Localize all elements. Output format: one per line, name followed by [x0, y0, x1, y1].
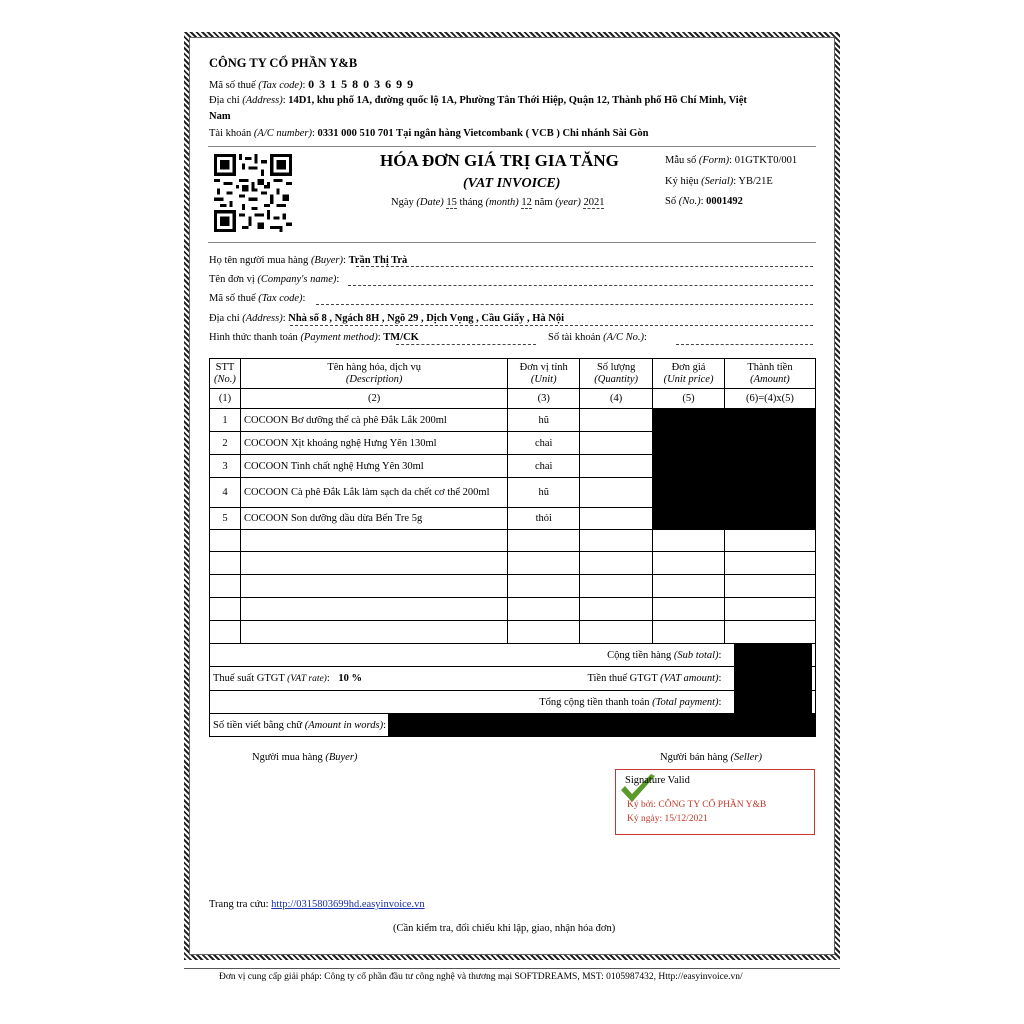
payment-label: Hình thức thanh toán	[209, 332, 298, 343]
words-label-en: (Amount in words)	[304, 719, 384, 731]
words-row	[210, 714, 816, 737]
month-label-en: (month)	[485, 197, 519, 208]
seller-address-row: Địa chỉ (Address): 14D1, khu phố 1A, đường quốc lộ 1A, Phường Tân Thới Hiệp, Quận 12, Thành phố Hồ Chí Minh, Việt	[209, 95, 747, 106]
serial-row: Ký hiệu (Serial): YB/21E	[665, 176, 773, 187]
row-unit: thỏi	[508, 508, 580, 530]
buyer-sign-label-en: (Buyer)	[325, 752, 358, 763]
header-stt-en: (No.)	[214, 373, 236, 385]
number-label-en: (No.)	[678, 196, 701, 207]
buyer-account-row: Số tài khoản (A/C No.):	[548, 332, 647, 343]
redacted-cell	[724, 432, 815, 455]
row-description: COCOON Son dưỡng dầu dừa Bến Tre 5g	[240, 508, 507, 530]
serial-label-en: (Serial)	[701, 176, 734, 187]
buyer-tax-row: Mã số thuế (Tax code):	[209, 293, 306, 304]
number-value: 0001492	[706, 196, 743, 207]
redacted-cell	[653, 432, 725, 455]
seller-account-value: 0331 000 510 701 Tại ngân hàng Vietcombank ( VCB ) Chi nhánh Sài Gòn	[317, 128, 649, 139]
col-number: (2)	[240, 389, 507, 409]
buyer-name-label-en: (Buyer)	[310, 255, 344, 266]
dotted-line	[356, 266, 813, 267]
footer-divider	[184, 968, 840, 969]
signature-valid-text: Signature Valid	[625, 775, 690, 786]
table-row	[210, 409, 816, 432]
header-description	[240, 359, 507, 389]
seller-tax-row: Mã số thuế (Tax code): 0 3 1 5 8 0 3 6 9 9	[209, 77, 415, 91]
buyer-name-value: Trần Thị Trà	[348, 255, 408, 266]
payment-label-en: (Payment method)	[300, 332, 378, 343]
buyer-company-label: Tên đơn vị	[209, 274, 255, 285]
row-quantity	[580, 432, 653, 455]
header-unit-price	[653, 359, 725, 389]
signed-date-text: Ký ngày: 15/12/2021	[627, 814, 708, 824]
buyer-company-row: Tên đơn vị (Company's name):	[209, 274, 340, 285]
table-row	[210, 432, 816, 455]
row-quantity	[580, 455, 653, 478]
buyer-name-label: Họ tên người mua hàng	[209, 255, 309, 266]
digital-signature-box[interactable]	[615, 769, 815, 835]
header-quantity	[580, 359, 653, 389]
redacted-cell	[653, 409, 725, 432]
redacted-cell	[724, 478, 815, 508]
header-quantity-vi: Số lượng	[596, 361, 636, 373]
total-label: Tổng cộng tiền thanh toán	[539, 696, 650, 708]
lookup-row	[209, 899, 425, 910]
form-value: 01GTKT0/001	[734, 155, 798, 166]
items-table	[209, 358, 816, 737]
empty-row	[210, 530, 816, 552]
seller-signature-label	[660, 752, 762, 763]
row-unit: hũ	[508, 409, 580, 432]
serial-value: YB/21E	[738, 176, 773, 187]
seller-account-row: Tài khoản (A/C number): 0331 000 510 701 Tại ngân hàng Vietcombank ( VCB ) Chi nhánh Sài Gòn	[209, 128, 649, 139]
serial-label: Ký hiệu	[665, 176, 699, 187]
dotted-line	[316, 304, 813, 305]
redacted-value	[734, 691, 812, 713]
buyer-account-label-en: (A/C No.)	[603, 332, 644, 343]
seller-account-label: Tài khoản	[209, 128, 252, 139]
seller-tax-label-en: (Tax code)	[258, 80, 303, 91]
header-quantity-en: (Quantity)	[594, 373, 638, 385]
date-prefix-en: (Date)	[416, 197, 444, 208]
col-number: (5)	[653, 389, 725, 409]
subtotal-label-en: (Sub total)	[673, 649, 719, 661]
row-quantity	[580, 508, 653, 530]
dotted-line	[348, 285, 813, 286]
company-name: CÔNG TY CỔ PHẦN Y&B	[209, 56, 358, 70]
seller-sign-label: Người bán hàng	[660, 752, 728, 763]
payment-value: TM/CK	[383, 332, 419, 343]
header-unit-price-vi: Đơn giá	[671, 361, 706, 373]
date-day: 15	[446, 197, 457, 208]
redacted-cell	[653, 508, 725, 530]
buyer-address-row: Địa chỉ (Address): Nhà số 8 , Ngách 8H , Ngõ 29 , Dịch Vọng , Cầu Giấy , Hà Nội	[209, 313, 564, 324]
buyer-address-label-en: (Address)	[242, 313, 283, 324]
seller-address-line1: 14D1, khu phố 1A, đường quốc lộ 1A, Phường Tân Thới Hiệp, Quận 12, Thành phố Hồ Chí Minh, Việt	[288, 95, 747, 106]
row-description: COCOON Xịt khoáng nghệ Hưng Yên 130ml	[240, 432, 507, 455]
header-stt-vi: STT	[215, 361, 235, 373]
year-label-en: (year)	[555, 197, 581, 208]
header-unit-price-en: (Unit price)	[663, 373, 714, 385]
total-label-cell: Tổng cộng tiền thanh toán (Total payment):	[210, 691, 725, 714]
redacted-cell	[653, 478, 725, 508]
redacted-cell	[724, 409, 815, 432]
vat-rate-value: 10 %	[338, 673, 363, 684]
empty-row	[210, 552, 816, 575]
vat-row	[210, 667, 816, 691]
buyer-tax-label: Mã số thuế	[209, 293, 256, 304]
redacted-cell	[724, 508, 815, 530]
vat-rate-label: Thuế suất GTGT	[213, 673, 285, 684]
form-label-en: (Form)	[698, 155, 730, 166]
number-row: Số (No.): 0001492	[665, 196, 743, 207]
invoice-date	[391, 197, 604, 208]
redacted-value	[734, 667, 812, 690]
header-stt	[210, 359, 241, 389]
buyer-address-value: Nhà số 8 , Ngách 8H , Ngõ 29 , Dịch Vọng , Cầu Giấy , Hà Nội	[288, 313, 564, 324]
buyer-company-label-en: (Company's name)	[257, 274, 337, 285]
date-prefix: Ngày	[391, 197, 414, 208]
lookup-link[interactable]: http://0315803699hd.easyinvoice.vn	[271, 899, 425, 910]
header-amount-en: (Amount)	[750, 373, 790, 385]
empty-row	[210, 621, 816, 644]
form-label: Mẫu số	[665, 155, 697, 166]
redacted-cell	[653, 455, 725, 478]
words-cell: Số tiền viết bằng chữ (Amount in words) :	[210, 714, 816, 737]
row-stt: 1	[210, 409, 241, 432]
table-row	[210, 455, 816, 478]
seller-address-line2: Nam	[209, 111, 231, 122]
lookup-label: Trang tra cứu:	[209, 899, 269, 910]
check-note: (Cần kiểm tra, đối chiếu khi lập, giao, nhận hóa đơn)	[393, 923, 616, 934]
number-label: Số	[665, 196, 677, 207]
row-stt: 3	[210, 455, 241, 478]
subtotal-value	[724, 644, 815, 667]
seller-address-label-en: (Address)	[242, 95, 283, 106]
invoice-subtitle: (VAT INVOICE)	[463, 176, 561, 191]
table-header-row	[210, 359, 816, 389]
seller-address-label: Địa chỉ	[209, 95, 240, 106]
row-quantity	[580, 409, 653, 432]
invoice-title: HÓA ĐƠN GIÁ TRỊ GIA TĂNG	[380, 151, 619, 170]
row-unit: hũ	[508, 478, 580, 508]
redacted-value	[734, 644, 812, 666]
header-unit-en: (Unit)	[530, 373, 557, 385]
provider-note: Đơn vị cung cấp giải pháp: Công ty cổ phần đầu tư công nghệ và thương mại SOFTDREAMS, MST: 0105987432, Http://easyinvoice.vn/	[219, 972, 743, 982]
row-quantity	[580, 478, 653, 508]
header-unit-vi: Đơn vị tính	[519, 361, 568, 373]
table-row	[210, 508, 816, 530]
subtotal-label: Cộng tiền hàng	[607, 649, 672, 661]
subtotal-label-cell: Cộng tiền hàng (Sub total):	[210, 644, 725, 667]
dotted-line	[290, 325, 813, 326]
date-year: 2021	[583, 197, 605, 208]
redacted-value	[388, 714, 815, 736]
vat-amount-label-cell: Tiền thuế GTGT (VAT amount):	[580, 667, 725, 691]
header-unit	[508, 359, 580, 389]
words-label: Số tiền viết bằng chữ	[213, 719, 303, 731]
col-number: (4)	[580, 389, 653, 409]
redacted-cell	[724, 455, 815, 478]
header-amount	[724, 359, 815, 389]
row-unit: chai	[508, 432, 580, 455]
buyer-tax-label-en: (Tax code)	[258, 293, 303, 304]
seller-account-label-en: (A/C number)	[253, 128, 312, 139]
col-number: (6)=(4)x(5)	[724, 389, 815, 409]
total-row	[210, 691, 816, 714]
table-row	[210, 478, 816, 508]
vat-rate-cell: Thuế suất GTGT (VAT rate): 10 %	[210, 667, 580, 691]
payment-row: Hình thức thanh toán (Payment method): TM/CK	[209, 332, 419, 343]
year-label: năm	[534, 197, 553, 208]
row-description: COCOON Bơ dưỡng thể cà phê Đắk Lắk 200ml	[240, 409, 507, 432]
date-month: 12	[521, 197, 532, 208]
seller-tax-label: Mã số thuế	[209, 80, 256, 91]
column-number-row	[210, 389, 816, 409]
col-number: (1)	[210, 389, 241, 409]
month-label: tháng	[459, 197, 483, 208]
buyer-account-label: Số tài khoản	[548, 332, 601, 343]
row-stt: 4	[210, 478, 241, 508]
buyer-address-label: Địa chỉ	[209, 313, 240, 324]
header-amount-vi: Thành tiền	[747, 361, 793, 373]
total-value	[724, 691, 815, 714]
divider	[208, 146, 816, 147]
empty-row	[210, 575, 816, 598]
header-description-vi: Tên hàng hóa, dịch vụ	[327, 361, 421, 373]
row-stt: 5	[210, 508, 241, 530]
total-label-en: (Total payment)	[652, 696, 719, 708]
buyer-name-row: Họ tên người mua hàng (Buyer): Trần Thị Trà	[209, 255, 408, 266]
vat-rate-label-en: (VAT rate)	[287, 674, 327, 684]
seller-tax-code: 0 3 1 5 8 0 3 6 9 9	[308, 77, 415, 91]
row-unit: chai	[508, 455, 580, 478]
empty-row	[210, 598, 816, 621]
buyer-sign-label: Người mua hàng	[252, 752, 323, 763]
row-description: COCOON Tinh chất nghệ Hưng Yên 30ml	[240, 455, 507, 478]
buyer-signature-label	[252, 752, 357, 763]
qr-code	[214, 154, 292, 232]
vat-amount-label: Tiền thuế GTGT	[587, 673, 658, 684]
subtotal-row	[210, 644, 816, 667]
vat-amount-value	[724, 667, 815, 691]
dotted-line	[396, 344, 536, 345]
signed-by-text: Ký bởi: CÔNG TY CỔ PHẦN Y&B	[627, 800, 767, 810]
vat-amount-label-en: (VAT amount)	[660, 673, 719, 684]
dotted-line	[676, 344, 813, 345]
divider	[208, 242, 816, 243]
seller-sign-label-en: (Seller)	[730, 752, 762, 763]
row-description: COCOON Cà phê Đắk Lắk làm sạch da chết cơ thể 200ml	[240, 478, 507, 508]
col-number: (3)	[508, 389, 580, 409]
form-row: Mẫu số (Form): 01GTKT0/001	[665, 155, 798, 166]
row-stt: 2	[210, 432, 241, 455]
header-description-en: (Description)	[345, 373, 403, 385]
